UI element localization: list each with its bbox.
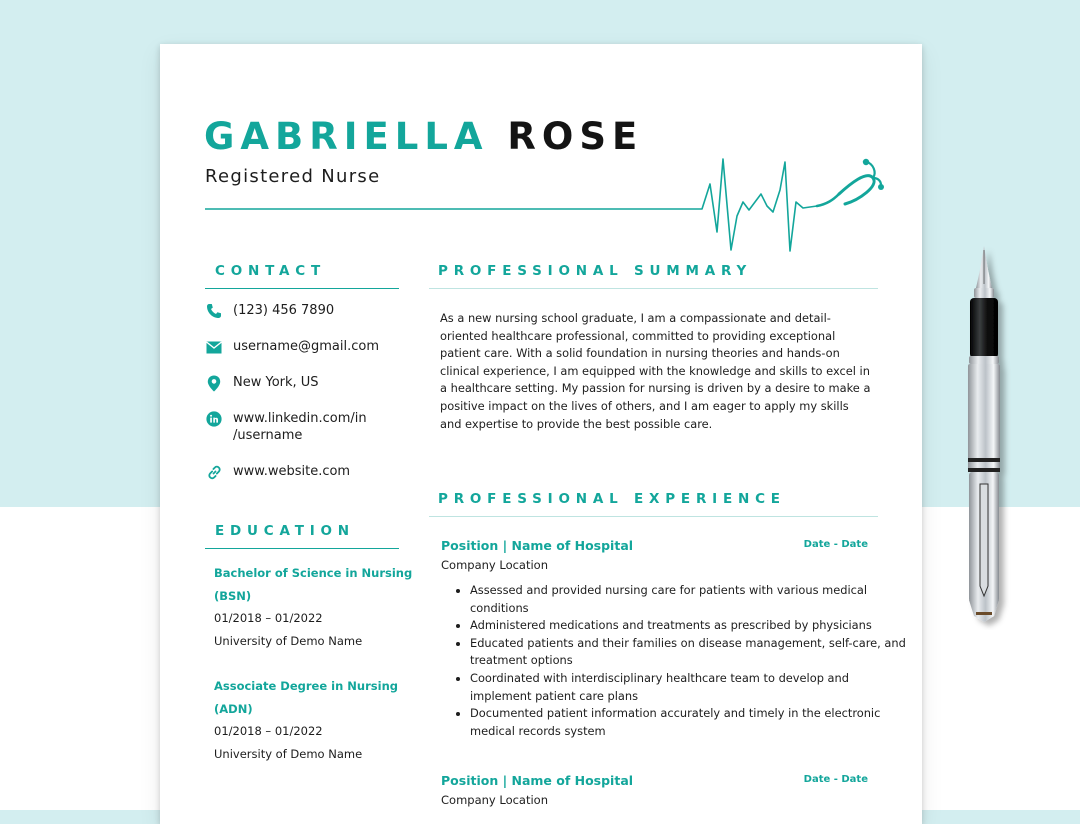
education-school-1: University of Demo Name — [214, 634, 363, 648]
contact-linkedin — [205, 410, 367, 444]
education-degree-2 — [214, 675, 398, 721]
job-1-duty: • Assessed and provided nursing care for patients with various medical conditions — [470, 582, 910, 617]
heartbeat-stethoscope-icon — [205, 154, 885, 254]
contact-email-text: username@gmail.com — [233, 339, 379, 354]
experience-heading: PROFESSIONAL EXPERIENCE — [438, 491, 786, 507]
contact-divider — [205, 288, 399, 289]
contact-website — [205, 463, 350, 481]
education-degree-1 — [214, 562, 412, 608]
contact-location-text: New York, US — [233, 375, 319, 390]
candidate-name — [204, 115, 643, 159]
phone-icon — [205, 302, 223, 320]
contact-website-text[interactable]: www.website.com — [233, 464, 351, 479]
job-1-duty: • Administered medications and treatments as prescribed by physicians — [470, 617, 910, 635]
degree-1-line1: Bachelor of Science in Nursing — [214, 566, 413, 580]
education-heading: EDUCATION — [215, 523, 355, 539]
job-1-duty: • Coordinated with interdisciplinary healthcare team to develop and implement patient care plans — [470, 670, 910, 705]
fountain-pen-icon — [958, 240, 1014, 630]
job-2-dates: Date - Date — [803, 774, 868, 785]
last-name: ROSE — [507, 115, 644, 158]
education-dates-1: 01/2018 – 01/2022 — [214, 611, 323, 625]
job-2-position: Position | Name of Hospital — [441, 773, 634, 788]
job-1-location: Company Location — [441, 558, 549, 572]
first-name: GABRIELLA — [204, 115, 489, 158]
job-1-duty: • Documented patient information accurately and timely in the electronic medical records system — [470, 705, 910, 740]
job-2-location: Company Location — [441, 793, 549, 807]
link-icon — [205, 463, 223, 481]
contact-phone — [205, 302, 334, 320]
job-1-duty: • Educated patients and their families on disease management, self-care, and treatment options — [470, 635, 910, 670]
contact-phone-text: (123) 456 7890 — [233, 303, 335, 318]
contact-email — [205, 338, 379, 356]
job-title: Registered Nurse — [205, 166, 381, 187]
job-1-duties — [441, 582, 910, 740]
job-1-dates: Date - Date — [803, 539, 868, 550]
education-dates-2: 01/2018 – 01/2022 — [214, 724, 323, 738]
linkedin-line2: /username — [233, 428, 303, 443]
contact-heading: CONTACT — [215, 263, 327, 279]
education-school-2: University of Demo Name — [214, 747, 363, 761]
education-divider — [205, 548, 399, 549]
degree-2-line2: (ADN) — [214, 702, 253, 716]
location-pin-icon — [205, 374, 223, 392]
resume-page — [160, 44, 922, 824]
job-1-position: Position | Name of Hospital — [441, 538, 634, 553]
degree-1-line2: (BSN) — [214, 589, 252, 603]
summary-heading: PROFESSIONAL SUMMARY — [438, 263, 753, 279]
summary-text: As a new nursing school graduate, I am a compassionate and detail-oriented healthcare professional, committed to providing exceptional patient care. With a solid foundation in nursing theories and hands-on clinical experience, I am equipped with the knowledge and skills to excel in a healthcare setting. My passion for nursing is driven by a desire to make a positive impact on the lives of others, and I am eager to apply my skills and expertise to provide the best possible care. — [440, 311, 871, 431]
degree-2-line1: Associate Degree in Nursing — [214, 679, 398, 693]
summary-divider — [429, 288, 878, 289]
experience-divider — [429, 516, 878, 517]
contact-location — [205, 374, 319, 392]
linkedin-line1: www.linkedin.com/in — [233, 411, 367, 426]
email-icon — [205, 338, 223, 356]
contact-linkedin-text[interactable] — [233, 410, 367, 444]
linkedin-icon — [205, 410, 223, 428]
